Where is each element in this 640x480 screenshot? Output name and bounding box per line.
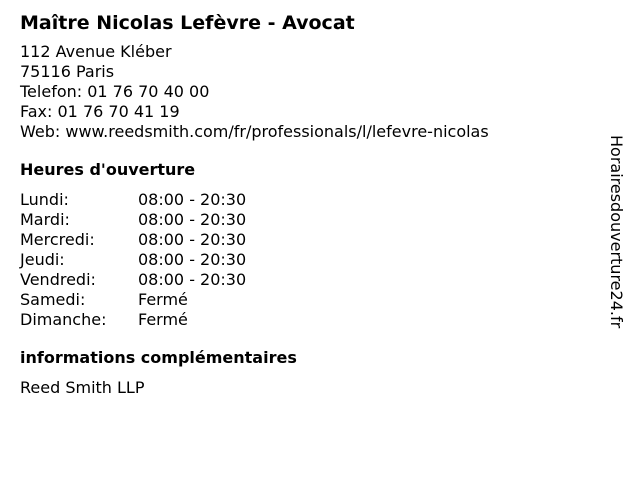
hours-day: Lundi:	[20, 190, 69, 209]
side-brand-watermark: Horairesdouverture24.fr	[607, 135, 626, 329]
phone-label: Telefon:	[20, 82, 83, 101]
hours-day: Jeudi:	[20, 250, 65, 269]
hours-day: Dimanche:	[20, 310, 107, 329]
hours-time: 08:00 - 20:30	[138, 250, 247, 269]
fax-label: Fax:	[20, 102, 53, 121]
hours-day: Samedi:	[20, 290, 86, 309]
hours-row-friday	[20, 270, 600, 290]
business-title: Maître Nicolas Lefèvre - Avocat	[20, 12, 355, 34]
hours-row-tuesday	[20, 210, 600, 230]
hours-time: Fermé	[138, 310, 188, 329]
hours-row-saturday	[20, 290, 600, 310]
hours-day: Vendredi:	[20, 270, 96, 289]
website-link[interactable]: www.reedsmith.com/fr/professionals/l/lefevre-nicolas	[65, 122, 489, 141]
address-line-1: 112 Avenue Kléber	[20, 42, 172, 61]
hours-row-wednesday	[20, 230, 600, 250]
phone-line	[20, 82, 600, 102]
hours-row-thursday	[20, 250, 600, 270]
hours-time: 08:00 - 20:30	[138, 190, 247, 209]
hours-table	[20, 190, 600, 330]
hours-time: 08:00 - 20:30	[138, 230, 247, 249]
extra-info-title: informations complémentaires	[20, 348, 297, 367]
hours-title: Heures d'ouverture	[20, 160, 196, 179]
hours-time: 08:00 - 20:30	[138, 270, 247, 289]
phone-number[interactable]: 01 76 70 40 00	[87, 82, 210, 101]
extra-info-text: Reed Smith LLP	[20, 378, 145, 397]
hours-row-sunday	[20, 310, 600, 330]
fax-line	[20, 102, 600, 122]
hours-time: 08:00 - 20:30	[138, 210, 247, 229]
hours-row-monday	[20, 190, 600, 210]
web-line	[20, 122, 600, 142]
hours-day: Mardi:	[20, 210, 70, 229]
web-label: Web:	[20, 122, 61, 141]
address-line-2: 75116 Paris	[20, 62, 115, 81]
business-card	[20, 10, 600, 398]
hours-time: Fermé	[138, 290, 188, 309]
hours-day: Mercredi:	[20, 230, 95, 249]
fax-number: 01 76 70 41 19	[57, 102, 180, 121]
